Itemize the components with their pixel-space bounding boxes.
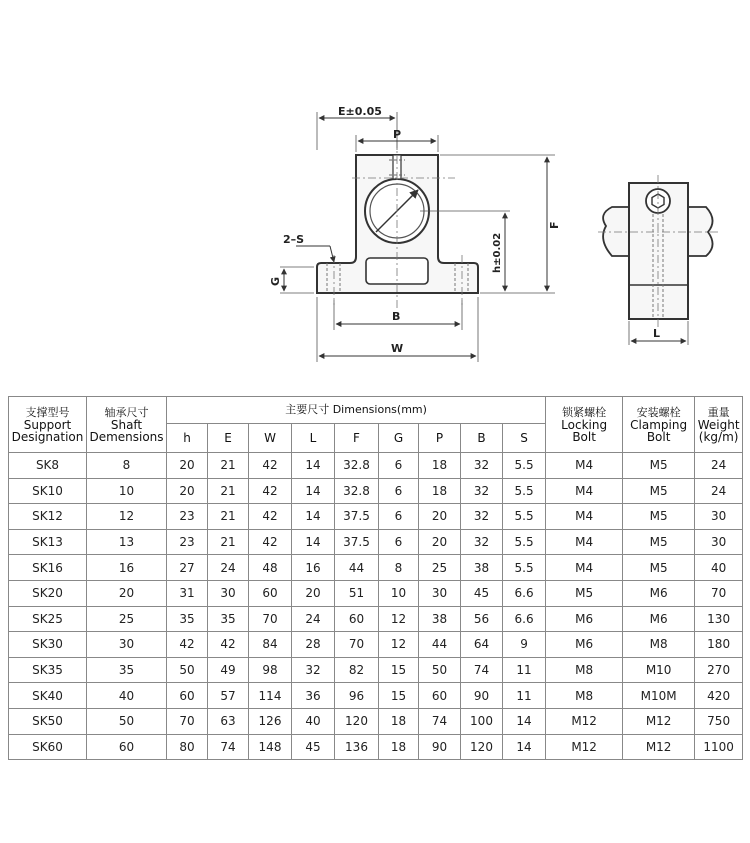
- cell-f: 37.5: [335, 504, 379, 530]
- cell-p: 60: [419, 683, 461, 709]
- cell-s: 14: [503, 734, 546, 760]
- cell-g: 18: [379, 734, 419, 760]
- table-row: [9, 478, 743, 504]
- cell-designation: SK20: [9, 580, 87, 606]
- cell-b: 56: [461, 606, 503, 632]
- table-row: [9, 708, 743, 734]
- cell-l: 20: [292, 580, 335, 606]
- cell-e: 21: [208, 504, 249, 530]
- header-clamping-bolt: 安装螺栓 Clamping Bolt: [623, 397, 695, 453]
- cell-weight: 130: [695, 606, 743, 632]
- header-designation: 支撑型号 Support Designation: [9, 397, 87, 453]
- cell-g: 6: [379, 478, 419, 504]
- label-h: h±0.02: [492, 232, 503, 273]
- cell-w: 42: [249, 529, 292, 555]
- label-e: E±0.05: [338, 105, 382, 118]
- cell-clamping-bolt: M5: [623, 555, 695, 581]
- cell-p: 20: [419, 529, 461, 555]
- cell-w: 84: [249, 632, 292, 658]
- cell-p: 90: [419, 734, 461, 760]
- cell-designation: SK12: [9, 504, 87, 530]
- label-w: W: [391, 342, 404, 355]
- cell-clamping-bolt: M6: [623, 606, 695, 632]
- cell-e: 57: [208, 683, 249, 709]
- table-row: [9, 632, 743, 658]
- cell-weight: 420: [695, 683, 743, 709]
- cell-w: 114: [249, 683, 292, 709]
- cell-l: 40: [292, 708, 335, 734]
- header-dim-w: W: [249, 424, 292, 453]
- cell-h: 50: [167, 657, 208, 683]
- cell-h: 20: [167, 478, 208, 504]
- cell-e: 49: [208, 657, 249, 683]
- cell-weight: 24: [695, 478, 743, 504]
- header-dim-f: F: [335, 424, 379, 453]
- cell-f: 96: [335, 683, 379, 709]
- cell-clamping-bolt: M10: [623, 657, 695, 683]
- cell-locking-bolt: M6: [546, 606, 623, 632]
- cell-s: 14: [503, 708, 546, 734]
- cell-g: 12: [379, 632, 419, 658]
- cell-l: 14: [292, 529, 335, 555]
- cell-shaft: 60: [87, 734, 167, 760]
- cell-b: 45: [461, 580, 503, 606]
- cell-g: 15: [379, 683, 419, 709]
- cell-w: 60: [249, 580, 292, 606]
- cell-clamping-bolt: M8: [623, 632, 695, 658]
- cell-locking-bolt: M12: [546, 708, 623, 734]
- table-row: [9, 453, 743, 479]
- cell-f: 32.8: [335, 478, 379, 504]
- front-view: [269, 105, 561, 362]
- header-dim-h: h: [167, 424, 208, 453]
- shaft-right: [688, 207, 713, 256]
- cell-p: 38: [419, 606, 461, 632]
- cell-designation: SK8: [9, 453, 87, 479]
- cell-p: 20: [419, 504, 461, 530]
- cell-g: 10: [379, 580, 419, 606]
- cell-weight: 180: [695, 632, 743, 658]
- cell-b: 74: [461, 657, 503, 683]
- cell-shaft: 8: [87, 453, 167, 479]
- cell-f: 136: [335, 734, 379, 760]
- cell-clamping-bolt: M5: [623, 478, 695, 504]
- cell-h: 60: [167, 683, 208, 709]
- cell-p: 74: [419, 708, 461, 734]
- cell-p: 18: [419, 478, 461, 504]
- cell-s: 6.6: [503, 606, 546, 632]
- cell-e: 21: [208, 453, 249, 479]
- label-p: P: [393, 128, 402, 141]
- cell-e: 30: [208, 580, 249, 606]
- table-row: [9, 555, 743, 581]
- cell-f: 120: [335, 708, 379, 734]
- cell-weight: 30: [695, 529, 743, 555]
- cell-g: 8: [379, 555, 419, 581]
- cell-b: 38: [461, 555, 503, 581]
- cell-e: 74: [208, 734, 249, 760]
- cell-locking-bolt: M4: [546, 504, 623, 530]
- label-l: L: [653, 327, 661, 340]
- cell-e: 21: [208, 478, 249, 504]
- header-dimensions: 主要尺寸 Dimensions(mm): [167, 397, 546, 424]
- cell-f: 37.5: [335, 529, 379, 555]
- cell-clamping-bolt: M10M: [623, 683, 695, 709]
- side-view: [598, 175, 718, 345]
- cell-shaft: 40: [87, 683, 167, 709]
- cell-b: 64: [461, 632, 503, 658]
- cell-f: 70: [335, 632, 379, 658]
- cell-locking-bolt: M6: [546, 632, 623, 658]
- cell-g: 18: [379, 708, 419, 734]
- cell-g: 15: [379, 657, 419, 683]
- cell-locking-bolt: M12: [546, 734, 623, 760]
- cell-shaft: 16: [87, 555, 167, 581]
- header-dim-s: S: [503, 424, 546, 453]
- cell-designation: SK35: [9, 657, 87, 683]
- cell-clamping-bolt: M12: [623, 708, 695, 734]
- cell-f: 32.8: [335, 453, 379, 479]
- cell-l: 32: [292, 657, 335, 683]
- cell-clamping-bolt: M6: [623, 580, 695, 606]
- cell-b: 32: [461, 478, 503, 504]
- cell-designation: SK10: [9, 478, 87, 504]
- cell-w: 48: [249, 555, 292, 581]
- cell-clamping-bolt: M12: [623, 734, 695, 760]
- cell-b: 32: [461, 529, 503, 555]
- cell-s: 5.5: [503, 529, 546, 555]
- cell-l: 14: [292, 504, 335, 530]
- cell-locking-bolt: M8: [546, 683, 623, 709]
- cell-w: 98: [249, 657, 292, 683]
- cell-shaft: 50: [87, 708, 167, 734]
- spec-table: [8, 396, 743, 760]
- cell-w: 42: [249, 504, 292, 530]
- table-row: [9, 683, 743, 709]
- cell-shaft: 20: [87, 580, 167, 606]
- cell-b: 120: [461, 734, 503, 760]
- cell-h: 35: [167, 606, 208, 632]
- cell-b: 90: [461, 683, 503, 709]
- header-dim-p: P: [419, 424, 461, 453]
- cell-l: 24: [292, 606, 335, 632]
- cell-g: 12: [379, 606, 419, 632]
- table-row: [9, 504, 743, 530]
- cell-clamping-bolt: M5: [623, 453, 695, 479]
- cell-designation: SK60: [9, 734, 87, 760]
- cell-p: 50: [419, 657, 461, 683]
- label-2s: 2–S: [283, 233, 305, 246]
- cell-g: 6: [379, 529, 419, 555]
- cell-weight: 270: [695, 657, 743, 683]
- cell-clamping-bolt: M5: [623, 529, 695, 555]
- header-dim-b: B: [461, 424, 503, 453]
- cell-shaft: 30: [87, 632, 167, 658]
- cell-s: 9: [503, 632, 546, 658]
- cell-designation: SK40: [9, 683, 87, 709]
- cell-designation: SK50: [9, 708, 87, 734]
- cell-e: 21: [208, 529, 249, 555]
- cell-e: 63: [208, 708, 249, 734]
- table-row: [9, 657, 743, 683]
- cell-locking-bolt: M8: [546, 657, 623, 683]
- header-locking-bolt: 锁紧螺栓 Locking Bolt: [546, 397, 623, 453]
- header-weight: 重量 Weight (kg/m): [695, 397, 743, 453]
- cell-locking-bolt: M5: [546, 580, 623, 606]
- cell-l: 45: [292, 734, 335, 760]
- table-row: [9, 734, 743, 760]
- cell-g: 6: [379, 504, 419, 530]
- cell-designation: SK25: [9, 606, 87, 632]
- label-b: B: [392, 310, 401, 323]
- spec-table-body: [9, 453, 743, 760]
- cell-l: 16: [292, 555, 335, 581]
- header-dim-l: L: [292, 424, 335, 453]
- cell-l: 14: [292, 453, 335, 479]
- shaft-left: [603, 207, 629, 256]
- header-dim-e: E: [208, 424, 249, 453]
- cell-designation: SK13: [9, 529, 87, 555]
- cell-shaft: 12: [87, 504, 167, 530]
- cell-b: 32: [461, 504, 503, 530]
- cell-w: 70: [249, 606, 292, 632]
- cell-weight: 70: [695, 580, 743, 606]
- cell-w: 42: [249, 478, 292, 504]
- cell-s: 5.5: [503, 504, 546, 530]
- cell-s: 5.5: [503, 478, 546, 504]
- cell-p: 30: [419, 580, 461, 606]
- table-row: [9, 580, 743, 606]
- label-f: F: [548, 221, 561, 229]
- cell-h: 20: [167, 453, 208, 479]
- cell-locking-bolt: M4: [546, 453, 623, 479]
- cell-h: 23: [167, 529, 208, 555]
- header-shaft: 轴承尺寸 Shaft Demensions: [87, 397, 167, 453]
- label-g: G: [269, 276, 282, 286]
- cell-designation: SK16: [9, 555, 87, 581]
- cell-h: 70: [167, 708, 208, 734]
- cell-e: 24: [208, 555, 249, 581]
- cell-w: 126: [249, 708, 292, 734]
- cell-shaft: 25: [87, 606, 167, 632]
- cell-designation: SK30: [9, 632, 87, 658]
- cell-p: 25: [419, 555, 461, 581]
- cell-locking-bolt: M4: [546, 478, 623, 504]
- cell-h: 31: [167, 580, 208, 606]
- cell-f: 82: [335, 657, 379, 683]
- cell-s: 11: [503, 683, 546, 709]
- cell-weight: 24: [695, 453, 743, 479]
- cell-clamping-bolt: M5: [623, 504, 695, 530]
- cell-s: 11: [503, 657, 546, 683]
- cell-w: 42: [249, 453, 292, 479]
- cell-s: 5.5: [503, 453, 546, 479]
- cell-l: 36: [292, 683, 335, 709]
- cell-weight: 30: [695, 504, 743, 530]
- cell-h: 23: [167, 504, 208, 530]
- cell-shaft: 35: [87, 657, 167, 683]
- cell-b: 100: [461, 708, 503, 734]
- cell-locking-bolt: M4: [546, 555, 623, 581]
- cell-h: 27: [167, 555, 208, 581]
- cell-p: 44: [419, 632, 461, 658]
- cell-b: 32: [461, 453, 503, 479]
- cell-p: 18: [419, 453, 461, 479]
- cell-g: 6: [379, 453, 419, 479]
- cell-weight: 750: [695, 708, 743, 734]
- cell-weight: 40: [695, 555, 743, 581]
- cell-l: 28: [292, 632, 335, 658]
- cell-e: 35: [208, 606, 249, 632]
- cell-shaft: 13: [87, 529, 167, 555]
- header-dim-g: G: [379, 424, 419, 453]
- cell-f: 51: [335, 580, 379, 606]
- cell-weight: 1100: [695, 734, 743, 760]
- cell-l: 14: [292, 478, 335, 504]
- cell-f: 44: [335, 555, 379, 581]
- cell-s: 5.5: [503, 555, 546, 581]
- cell-s: 6.6: [503, 580, 546, 606]
- cell-f: 60: [335, 606, 379, 632]
- cell-locking-bolt: M4: [546, 529, 623, 555]
- cell-e: 42: [208, 632, 249, 658]
- table-row: [9, 606, 743, 632]
- cell-shaft: 10: [87, 478, 167, 504]
- table-row: [9, 529, 743, 555]
- cell-h: 80: [167, 734, 208, 760]
- cell-h: 42: [167, 632, 208, 658]
- technical-drawing: [0, 0, 750, 380]
- cell-w: 148: [249, 734, 292, 760]
